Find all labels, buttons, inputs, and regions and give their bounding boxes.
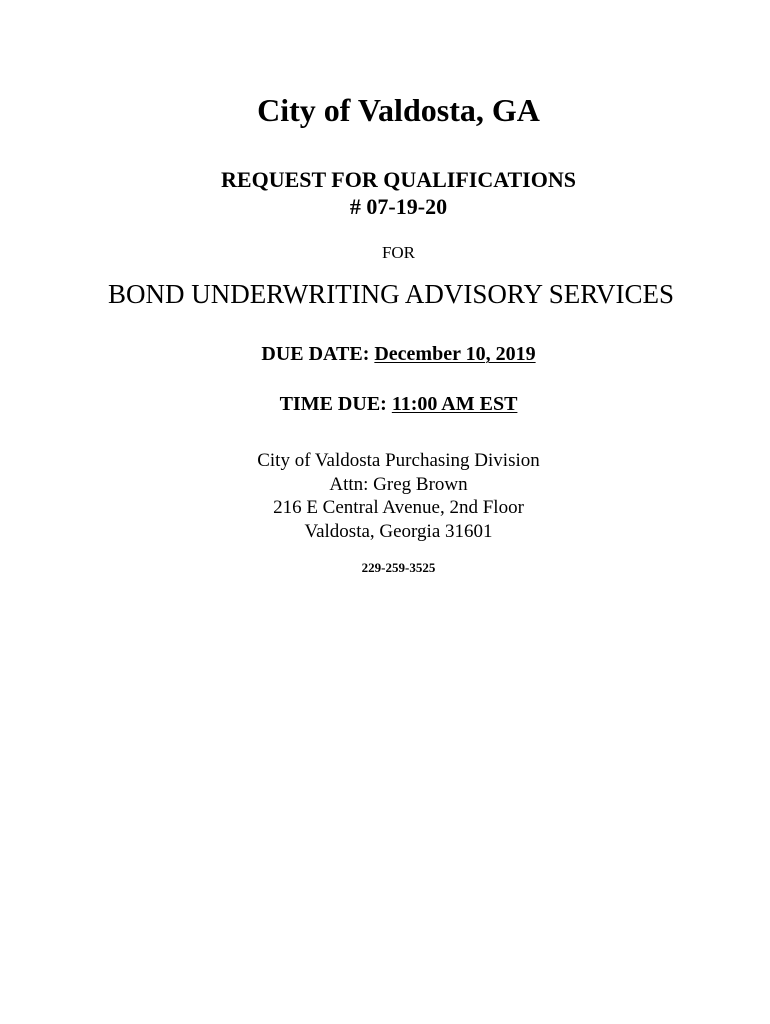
address-line-3: 216 E Central Avenue, 2nd Floor xyxy=(273,497,524,518)
document-title: City of Valdosta, GA xyxy=(257,92,540,128)
services-title: BOND UNDERWRITING ADVISORY SERVICES xyxy=(107,279,675,309)
for-label: FOR xyxy=(381,243,416,262)
address-line-1: City of Valdosta Purchasing Division xyxy=(257,450,540,471)
time-due-label: TIME DUE: xyxy=(279,393,387,415)
address-line-4: Valdosta, Georgia 31601 xyxy=(304,521,493,542)
time-due-line xyxy=(0,393,770,416)
address-line-2: Attn: Greg Brown xyxy=(329,474,468,495)
rfq-number: # 07-19-20 xyxy=(349,194,448,219)
phone-number: 229-259-3525 xyxy=(361,560,436,575)
due-date-line xyxy=(0,343,770,366)
time-due-value: 11:00 AM EST xyxy=(391,393,518,415)
due-date-label: DUE DATE: xyxy=(261,343,370,365)
rfq-heading: REQUEST FOR QUALIFICATIONS xyxy=(221,167,576,192)
due-date-value: December 10, 2019 xyxy=(374,343,536,365)
